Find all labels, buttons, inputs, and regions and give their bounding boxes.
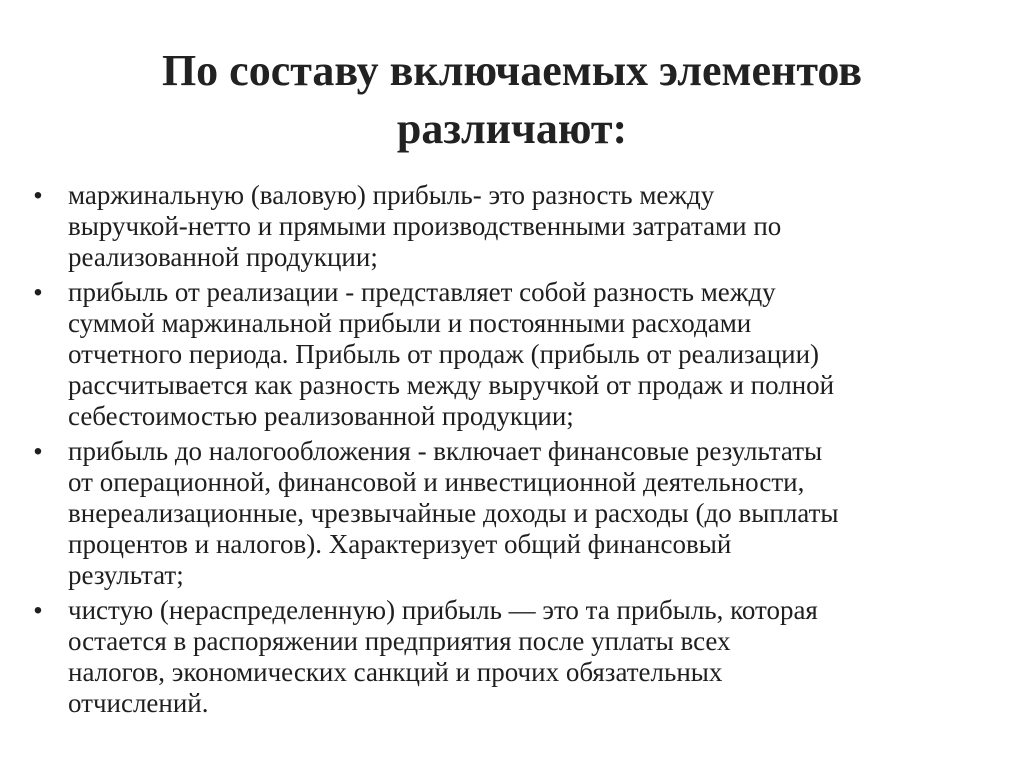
bullet-text-line: процентов и налогов). Характеризует общий финансовый <box>68 529 732 559</box>
bullet-text-line: прибыль до налогообложения - включает финансовые результаты <box>68 436 823 466</box>
bullet-text-line: от операционной, финансовой и инвестиционной деятельности, <box>68 467 805 497</box>
bullet-dot-icon: • <box>33 182 43 209</box>
bullet-text-line: остается в распоряжении предприятия после уплаты всех <box>68 626 731 656</box>
slide-title-line: различают: <box>396 104 628 153</box>
bullet-dot-icon: • <box>33 597 43 624</box>
slide-title-line: По составу включаемых элементов <box>161 46 863 95</box>
bullet-item-net-profit <box>28 595 988 719</box>
bullet-text-line: суммой маржинальной прибыли и постоянными расходами <box>68 308 752 338</box>
bullet-text-line: отчислений. <box>68 688 209 718</box>
bullet-text-line: маржинальную (валовую) прибыль- это разность между <box>68 180 715 210</box>
bullet-item-pretax-profit <box>28 436 988 591</box>
bullet-text-line: внереализационные, чрезвычайные доходы и расходы (до выплаты <box>68 498 839 528</box>
bullet-text-line: себестоимостью реализованной продукции; <box>68 401 574 431</box>
bullet-text-line: результат; <box>68 560 184 590</box>
bullet-text-line: прибыль от реализации - представляет собой разность между <box>68 277 776 307</box>
bullet-item-marginal-profit <box>28 180 988 273</box>
bullet-text-line: чистую (нераспределенную) прибыль — это та прибыль, которая <box>68 595 818 625</box>
bullet-text <box>68 277 988 432</box>
bullet-item-sales-profit <box>28 277 988 432</box>
bullet-text-line: рассчитывается как разность между выручкой от продаж и полной <box>68 370 835 400</box>
bullet-text <box>68 595 988 719</box>
bullet-text-line: выручкой-нетто и прямыми производственными затратами по <box>68 211 782 241</box>
bullet-text-line: реализованной продукции; <box>68 242 378 272</box>
bullet-text <box>68 180 988 273</box>
bullet-text-line: налогов, экономических санкций и прочих обязательных <box>68 657 723 687</box>
bullet-dot-icon: • <box>33 279 43 306</box>
bullet-text-line: отчетного периода. Прибыль от продаж (прибыль от реализации) <box>68 339 820 369</box>
slide-title <box>40 42 984 158</box>
bullet-dot-icon: • <box>33 438 43 465</box>
bullet-text <box>68 436 988 591</box>
bullet-list <box>28 180 988 723</box>
